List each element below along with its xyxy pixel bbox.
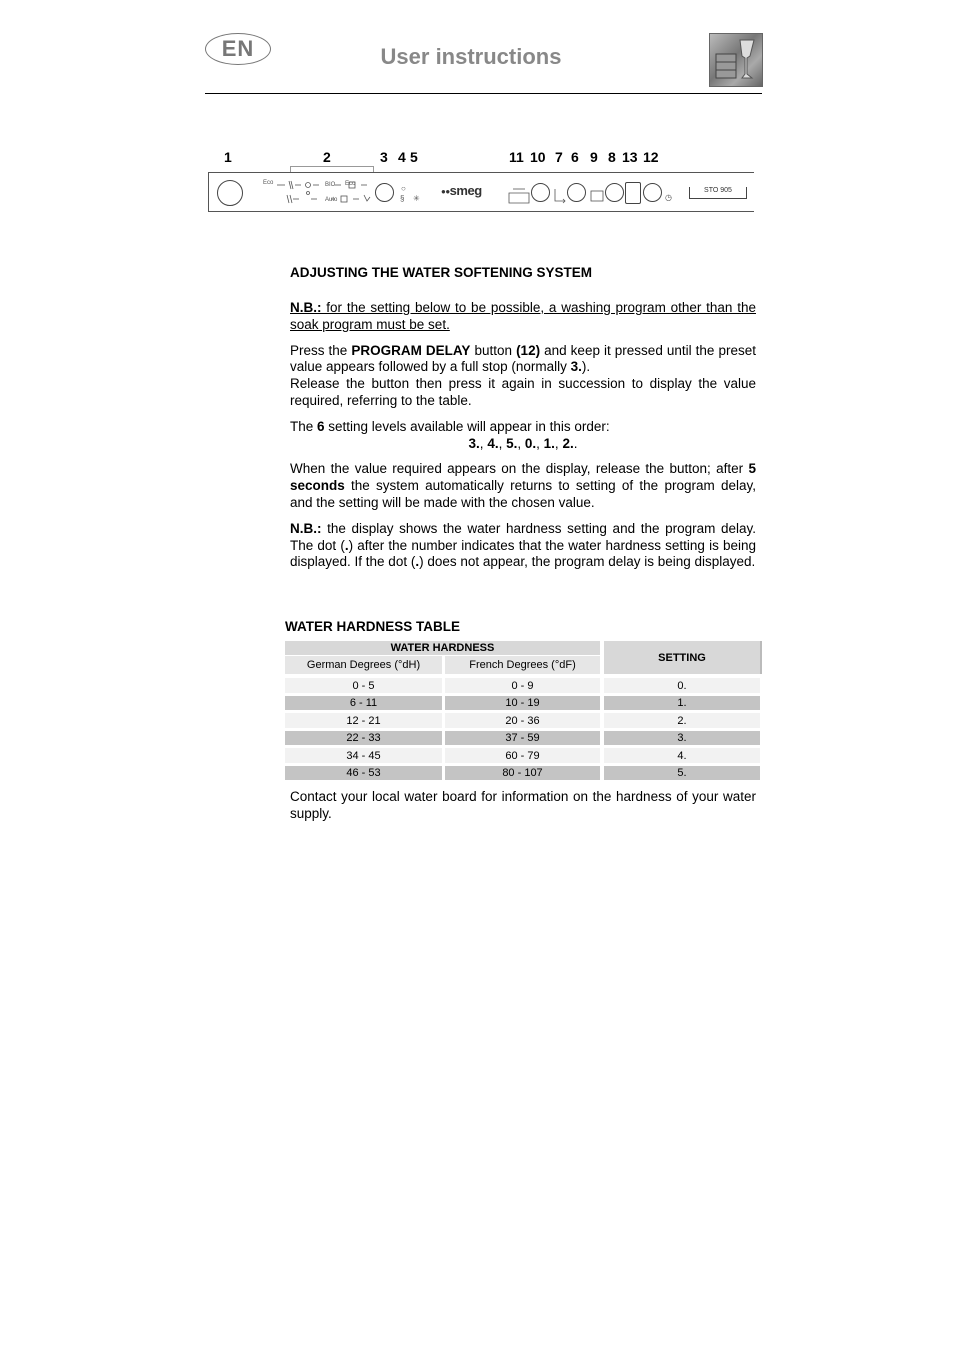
panel-number: 3 — [380, 149, 388, 165]
levels-order: 3., 4., 5., 0., 1., 2.. — [468, 435, 578, 451]
panel-number: 7 — [555, 149, 563, 165]
table-cell: 2. — [604, 713, 760, 728]
table-group-header: WATER HARDNESS — [285, 641, 600, 655]
clock-icon: ◷ — [665, 193, 672, 202]
panel-number: 2 — [323, 149, 331, 165]
table-cell: 5. — [604, 766, 760, 780]
salt-icon: § — [400, 194, 405, 203]
section-body — [290, 300, 756, 571]
panel-number: 12 — [643, 149, 659, 165]
start-button — [605, 183, 624, 202]
bio-label: BIO — [325, 182, 336, 188]
table-header-setting: SETTING — [604, 641, 762, 674]
eco-button — [567, 183, 586, 202]
panel-number: 13 — [622, 149, 638, 165]
table-cell: 80 - 107 — [445, 766, 600, 780]
program-delay-button — [643, 183, 662, 202]
rinse-aid-icon: ✳ — [413, 194, 420, 203]
panel-numbers — [0, 149, 954, 167]
nb-paragraph-2: N.B.: the display shows the water hardness setting and the program delay. The dot (.) after the number indicates that the water hardness setting is being displayed. If the dot (.) does not appear, the program delay is being displayed. — [290, 520, 757, 570]
panel-number: 6 — [571, 149, 579, 165]
section-heading: ADJUSTING THE WATER SOFTENING SYSTEM — [290, 265, 593, 280]
table-cell: 12 - 21 — [285, 713, 442, 728]
table-cell: 46 - 53 — [285, 766, 442, 780]
auto-label: Auto — [325, 197, 338, 203]
table-header-german: German Degrees (°dH) — [285, 656, 444, 674]
table-cell: 0 - 5 — [285, 678, 442, 693]
panel-number: 4 — [398, 149, 406, 165]
footer-paragraph: Contact your local water board for information on the hardness of your water supply. — [290, 789, 756, 821]
table-cell: 0. — [604, 678, 760, 693]
paragraph-program-delay: Press the PROGRAM DELAY button (12) and keep it pressed until the preset value appears followed by a full stop (normally 3.). Release the button then press it again in succession to display the value required, referring to the table. — [290, 342, 757, 408]
table-cell: 10 - 19 — [445, 696, 600, 710]
nb-paragraph-1: N.B.: for the setting below to be possible, a washing program other than the soak program must be set. — [290, 300, 756, 332]
panel-number: 10 — [530, 149, 546, 165]
eco-label: Eco — [345, 181, 356, 187]
panel-number: 5 — [410, 149, 418, 165]
table-cell: 34 - 45 — [285, 748, 442, 763]
table-heading: WATER HARDNESS TABLE — [285, 619, 460, 634]
half-load-icon — [507, 183, 531, 205]
program-button — [375, 183, 394, 202]
table-cell: 0 - 9 — [445, 678, 600, 693]
table-cell: 1. — [604, 696, 760, 710]
paragraph-release: When the value required appears on the display, release the button; after 5 seconds the system automatically returns to setting of the program delay, and the setting will be made with the chosen value. — [290, 461, 756, 510]
panel-number: 1 — [224, 149, 232, 165]
language-badge: EN — [205, 33, 271, 65]
table-cell: 3. — [604, 731, 760, 745]
eco-label: Eco — [263, 180, 274, 186]
table-cell: 37 - 59 — [445, 731, 600, 745]
brand-logo: ●●smeg — [441, 183, 482, 198]
program-icons-row — [263, 177, 373, 207]
indicator-light-icon: ○ — [401, 184, 406, 193]
table-cell: 60 - 79 — [445, 748, 600, 763]
table-cell: 20 - 36 — [445, 713, 600, 728]
glass-icon — [710, 34, 762, 86]
table-header-french: French Degrees (°dF) — [445, 656, 600, 674]
dishwasher-thumbnail-image — [709, 33, 763, 87]
header-divider — [205, 93, 762, 94]
page-title: User instructions — [380, 44, 562, 69]
power-button — [217, 180, 243, 206]
display-window — [625, 182, 641, 204]
panel-number: 11 — [509, 149, 524, 165]
paragraph-levels: The 6 setting levels available will appear in this order: — [290, 418, 610, 434]
delay-display-icon — [589, 187, 605, 205]
panel-number: 9 — [590, 149, 598, 165]
table-cell: 4. — [604, 748, 760, 763]
panel-number: 8 — [608, 149, 616, 165]
half-load-button — [531, 183, 550, 202]
table-cell: 22 - 33 — [285, 731, 442, 745]
table-cell: 6 - 11 — [285, 696, 442, 710]
control-panel-diagram — [208, 172, 754, 212]
model-badge: STO 905 — [689, 187, 747, 199]
